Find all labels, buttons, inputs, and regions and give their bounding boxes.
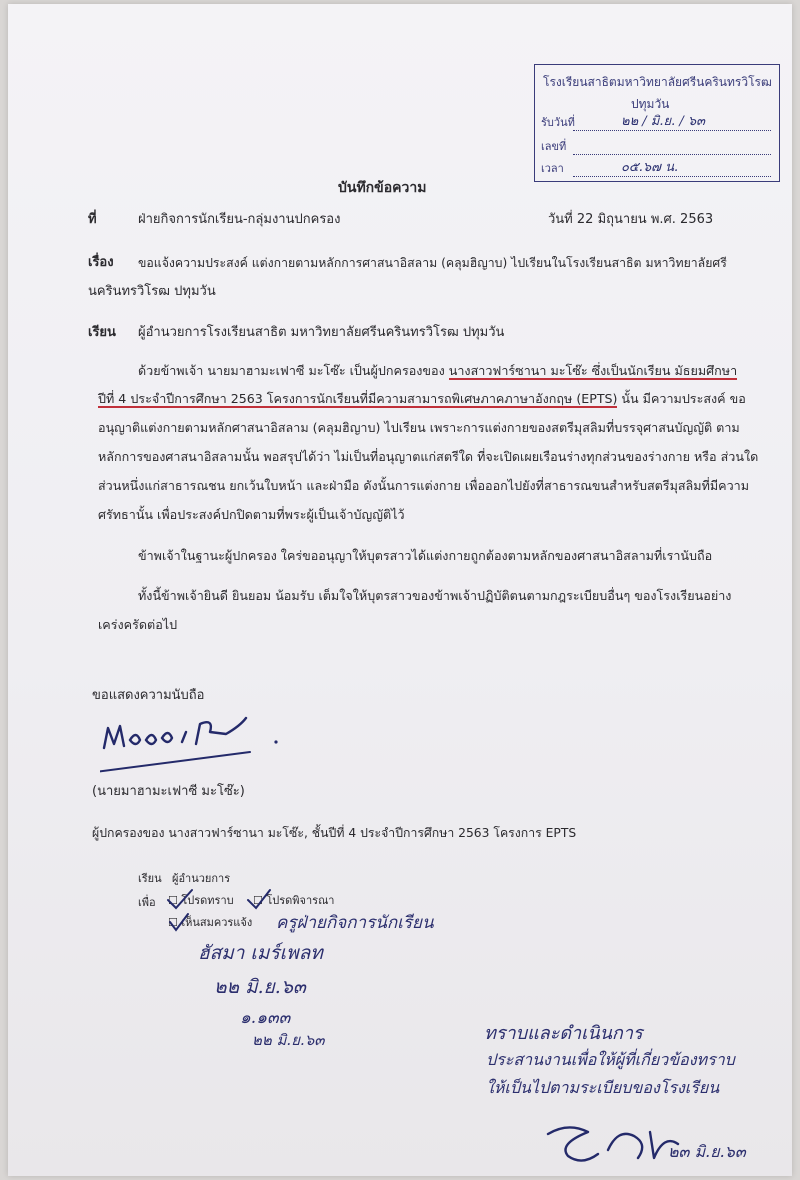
- stamp-received-label: รับวันที่: [541, 116, 575, 129]
- to-label: เรียน: [88, 325, 116, 340]
- subject-label: เรื่อง: [88, 255, 114, 270]
- para1-line-6: ศรัทธานั้น เพื่อประสงค์ปกปิดตามที่พระผู้เป็นเจ้าบัญญัติไว้: [98, 507, 405, 522]
- closing: ขอแสดงความนับถือ: [92, 688, 205, 703]
- stamp-district: ปทุมวัน: [631, 97, 670, 111]
- stamp-received-row: [541, 115, 773, 131]
- stamp-received-value: ๒๒ / มิ.ย. / ๖๓: [621, 114, 706, 129]
- para1-line-2: [98, 390, 746, 408]
- para2: ข้าพเจ้าในฐานะผู้ปกครอง ใคร่ขออนุญาให้บุตรสาวได้แต่งกายถูกต้องตามหลักของศาสนาอิสลามที่เรานับถือ: [138, 548, 713, 563]
- subject-line-2: นครินทรวิโรฒ ปทุมวัน: [88, 284, 216, 299]
- program-highlight: ปีที่ 4 ประจำปีการศึกษา 2563 โครงการนักเรียนที่มีความสามารถพิเศษภาคภาษาอังกฤษ (EPTS): [98, 391, 618, 406]
- at-label: ที่: [88, 212, 97, 227]
- routing-to-value: ผู้อำนวยการ: [172, 872, 231, 885]
- para1-line-4: หลักการของศาสนาอิสลามนั้น พอสรุปได้ว่า ไม่เป็นที่อนุญาตแก่สตรีใด ที่จะเปิดเผยเรือนร่างทุกส่วนของร่างกาย หรือ ส่วนใด: [98, 449, 759, 464]
- to-value: ผู้อำนวยการโรงเรียนสาธิต มหาวิทยาลัยศรีนครินทรวิโรฒ ปทุมวัน: [138, 325, 505, 340]
- memo-date: วันที่ 22 มิถุนายน พ.ศ. 2563: [548, 212, 714, 227]
- stamp-number-row: [541, 139, 773, 155]
- signer-role: ผู้ปกครองของ นางสาวฟาร์ซานา มะโซ๊ะ, ชั้นปีที่ 4 ประจำปีการศึกษา 2563 โครงการ EPTS: [92, 826, 577, 840]
- stamp-number-label: เลขที่: [541, 140, 567, 153]
- para1-line-1: [138, 362, 737, 380]
- memo-page: [8, 4, 792, 1176]
- routing-option-3: ☐ เห็นสมควรแจ้ง: [168, 916, 253, 929]
- director-minute-date: ๒๓ มิ.ย.๖๓: [668, 1142, 746, 1161]
- subject-line-1: ขอแจ้งความประสงค์ แต่งกายตามหลักการศาสนาอิสลาม (คลุมฮิญาบ) ไปเรียนในโรงเรียนสาธิต มหาวิทยาลัยศรี: [138, 256, 727, 270]
- director-minute-line-2: ประสานงานเพื่อให้ผู้ที่เกี่ยวข้องทราบ: [486, 1050, 735, 1069]
- director-minute-line-1: ทราบและดำเนินการ: [484, 1023, 643, 1044]
- routing-handwriting-2: ฮัสมา เมร์เพลท: [198, 942, 323, 964]
- para1-line-1-a: ด้วยข้าพเจ้า นายมาฮามะเฟาซี มะโซ๊ะ เป็นผู้ปกครองของ: [138, 363, 449, 378]
- routing-option-2: ☐ โปรดพิจารณา: [253, 894, 335, 907]
- routing-option-3-label: เห็นสมควรแจ้ง: [181, 916, 253, 929]
- para3-line-2: เคร่งครัดต่อไป: [98, 617, 178, 632]
- memo-title: บันทึกข้อความ: [338, 180, 427, 196]
- routing-handwriting-1: ครูฝ่ายกิจการนักเรียน: [276, 913, 434, 933]
- routing-handwriting-4: ๑.๑๓๓: [240, 1008, 291, 1028]
- routing-option-2-label: โปรดพิจารณา: [266, 894, 335, 907]
- routing-for-label: เพื่อ: [138, 896, 156, 909]
- routing-option-1-label: โปรดทราบ: [181, 894, 234, 907]
- stamp-time-value: ๐๕.๖๗ น.: [621, 160, 679, 175]
- stamp-time-label: เวลา: [541, 162, 564, 175]
- parent-signature: [100, 704, 300, 784]
- routing-to-label: เรียน: [138, 872, 162, 885]
- routing-handwriting-3: ๒๒ มิ.ย.๖๓: [214, 976, 306, 998]
- stamp-school: โรงเรียนสาธิตมหาวิทยาลัยศรีนครินทรวิโรฒ: [543, 75, 772, 89]
- para1-line-5: ส่วนหนึ่งแก่สาธารณชน ยกเว้นใบหน้า และฝ่ามือ ดังนั้นการแต่งกาย เพื่อออกไปยังที่สาธารณขนสำหรับสตรีมุสลิมที่มีความ: [98, 478, 750, 493]
- para1-line-2-b: นั้น มีความประสงค์ ขอ: [617, 391, 746, 406]
- signer-name: (นายมาฮามะเฟาซี มะโซ๊ะ): [92, 784, 245, 799]
- routing-handwriting-5: ๒๒ มิ.ย.๖๓: [252, 1031, 325, 1049]
- para3-line-1: ทั้งนี้ข้าพเจ้ายินดี ยินยอม น้อมรับ เต็มใจให้บุตรสาวของข้าพเจ้าปฏิบัติตนตามกฎระเบียบอื่นๆ ของโรงเรียนอย่าง: [138, 588, 732, 603]
- received-stamp: [534, 64, 780, 182]
- student-name-highlight: นางสาวฟาร์ซานา มะโซ๊ะ ซึ่งเป็นนักเรียน มัธยมศึกษา: [448, 363, 738, 378]
- at-value: ฝ่ายกิจการนักเรียน-กลุ่มงานปกครอง: [138, 212, 341, 227]
- para1-line-3: อนุญาติแต่งกายตามหลักศาสนาอิสลาม (คลุมฮิญาบ) ไปเรียน เพราะการแต่งกายของสตรีมุสลิมที่บรรจุศาสนบัญญัติ ตาม: [98, 420, 740, 435]
- stamp-time-row: [541, 161, 773, 177]
- director-minute-line-3: ให้เป็นไปตามระเบียบของโรงเรียน: [486, 1078, 720, 1097]
- routing-option-1: ☐ โปรดทราบ: [168, 894, 234, 907]
